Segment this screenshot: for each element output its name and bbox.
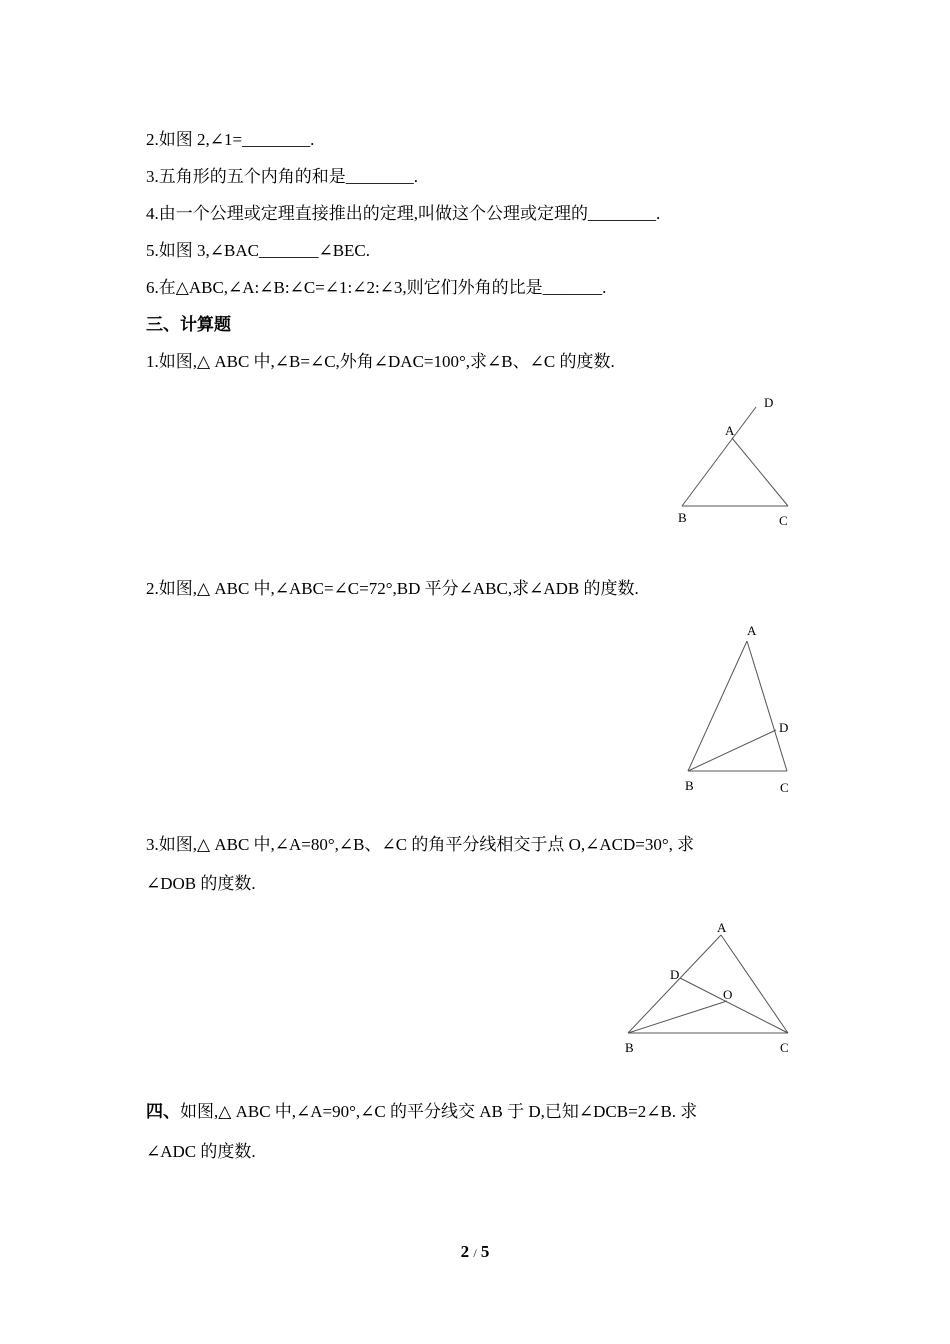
label-b: B xyxy=(685,778,694,793)
section-3-title: 三、计算题 xyxy=(146,315,231,334)
question-2: 2.如图 2,∠1=________. xyxy=(146,130,315,149)
segment-ac xyxy=(732,438,788,506)
figure-3-triangle xyxy=(615,915,805,1060)
figure-1-triangle xyxy=(670,390,800,530)
question-4: 4.由一个公理或定理直接推出的定理,叫做这个公理或定理的________. xyxy=(146,204,661,223)
label-a: A xyxy=(717,920,727,935)
label-c: C xyxy=(779,513,788,528)
segment-ab xyxy=(688,641,747,771)
question-6: 6.在△ABC,∠A:∠B:∠C=∠1:∠2:∠3,则它们外角的比是_______. xyxy=(146,278,607,297)
page-number xyxy=(0,1242,950,1262)
label-c: C xyxy=(780,1040,789,1055)
segment-ab-extended xyxy=(682,407,756,506)
segment-ac xyxy=(747,641,787,771)
segment-ac xyxy=(721,935,788,1033)
problem-3-line-2: ∠DOB 的度数. xyxy=(146,874,256,893)
question-5: 5.如图 3,∠BAC_______∠BEC. xyxy=(146,241,371,260)
page-total: 5 xyxy=(480,1242,490,1261)
label-b: B xyxy=(678,510,687,525)
label-o: O xyxy=(723,987,733,1002)
section-4-line-2: ∠ADC 的度数. xyxy=(146,1142,256,1161)
problem-1: 1.如图,△ ABC 中,∠B=∠C,外角∠DAC=100°,求∠B、∠C 的度数. xyxy=(146,352,615,371)
label-a: A xyxy=(725,423,735,438)
page-current: 2 xyxy=(460,1242,470,1261)
segment-bd xyxy=(688,730,776,771)
label-b: B xyxy=(625,1040,634,1055)
question-3: 3.五角形的五个内角的和是________. xyxy=(146,167,418,186)
label-d: D xyxy=(764,395,774,410)
problem-2: 2.如图,△ ABC 中,∠ABC=∠C=72°,BD 平分∠ABC,求∠ADB 的度数. xyxy=(146,579,639,598)
segment-cd xyxy=(680,978,788,1033)
label-d: D xyxy=(779,720,789,735)
label-c: C xyxy=(780,780,789,795)
page-separator: / xyxy=(473,1246,477,1260)
problem-3-line-1: 3.如图,△ ABC 中,∠A=80°,∠B、∠C 的角平分线相交于点 O,∠ACD=30°, 求 xyxy=(146,835,695,854)
label-a: A xyxy=(747,623,757,638)
section-4-line-1 xyxy=(146,1100,697,1124)
section-4-title: 四、 xyxy=(146,1102,180,1121)
label-d: D xyxy=(670,967,680,982)
section-4-text: 如图,△ ABC 中,∠A=90°,∠C 的平分线交 AB 于 D,已知∠DCB=2∠B. 求 xyxy=(180,1102,698,1121)
figure-2-triangle xyxy=(670,620,800,800)
